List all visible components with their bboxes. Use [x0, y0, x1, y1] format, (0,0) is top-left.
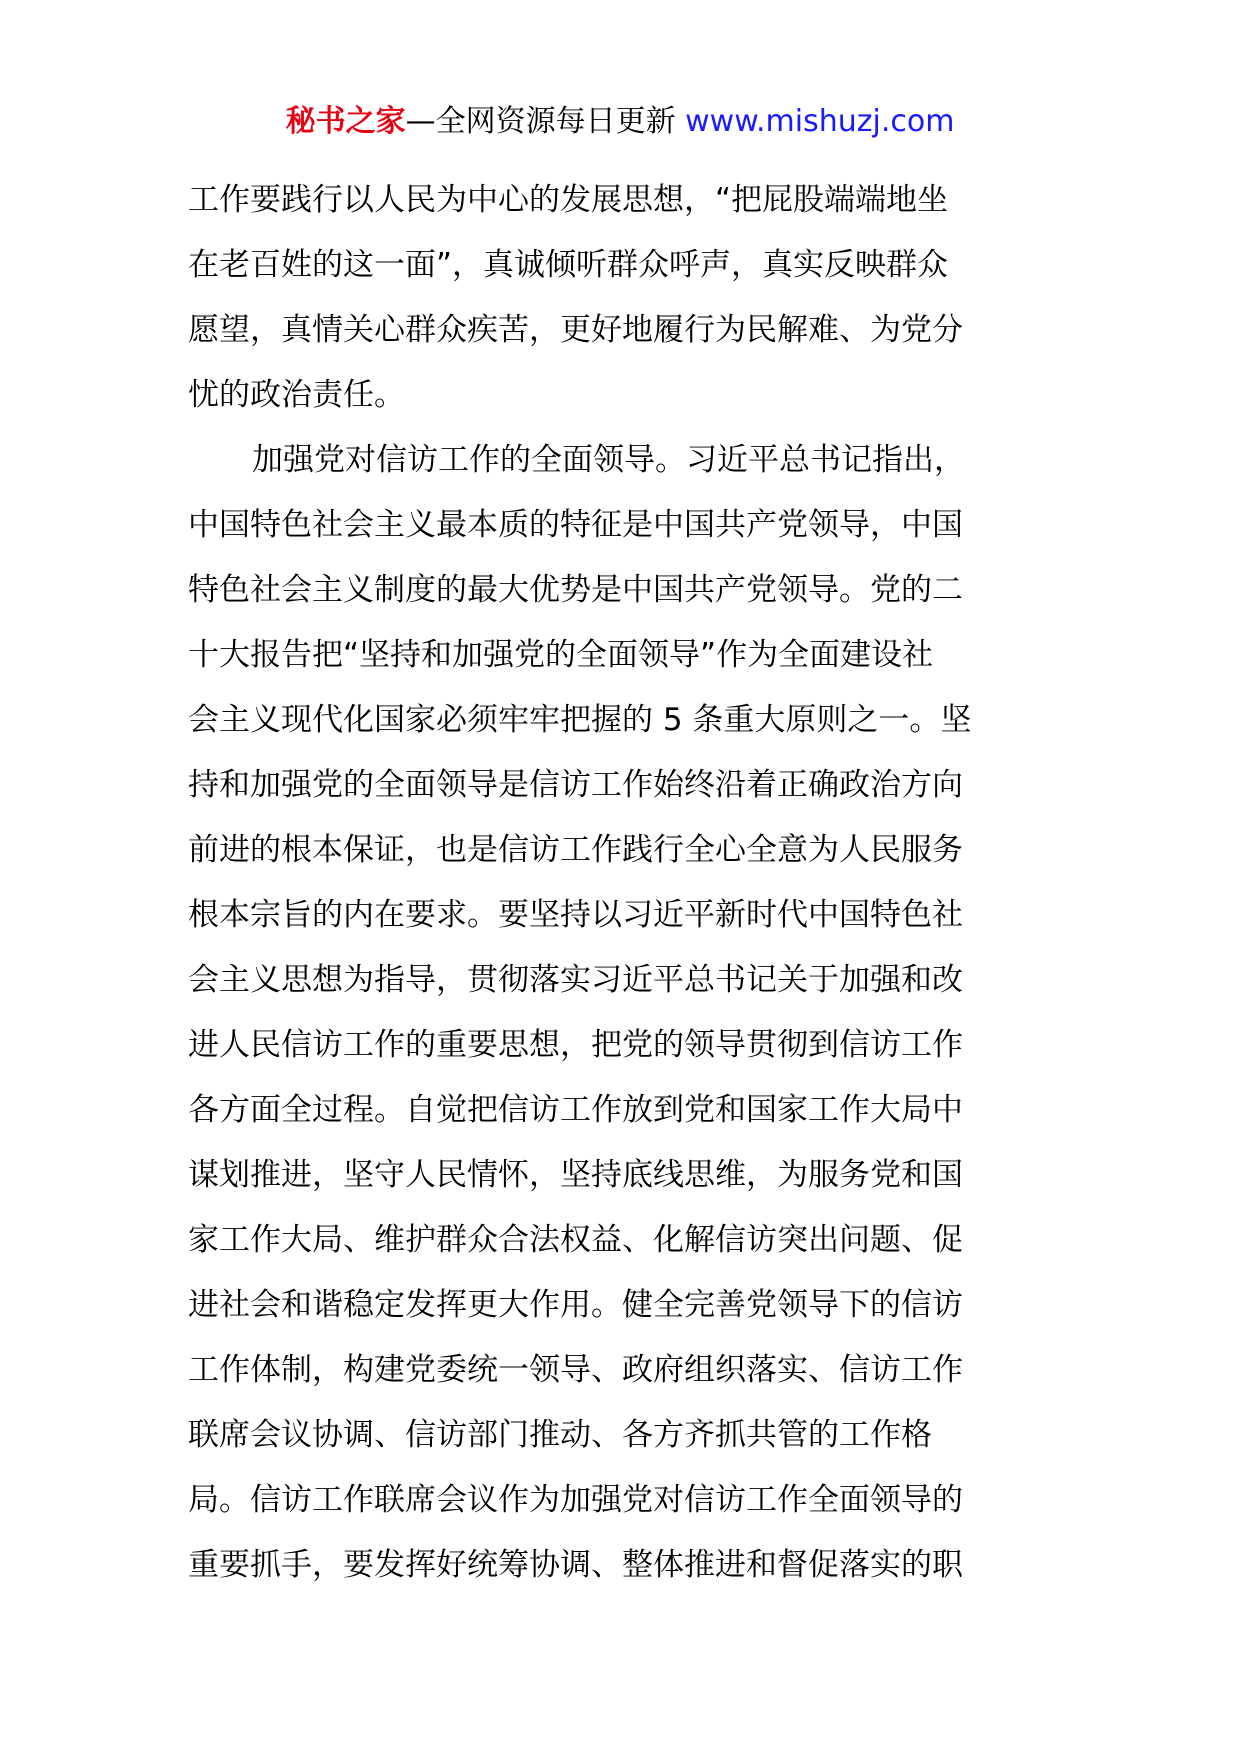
text-line: 十大报告把“坚持和加强党的全面领导”作为全面建设社 — [188, 637, 934, 673]
text-line: 在老百姓的这一面”，真诚倾听群众呼声，真实反映群众 — [188, 247, 949, 283]
text-line: 进人民信访工作的重要思想，把党的领导贯彻到信访工作 — [188, 1027, 963, 1063]
text-line: 特色社会主义制度的最大优势是中国共产党领导。党的二 — [188, 572, 963, 608]
text-line: 谋划推进，坚守人民情怀，坚持底线思维，为服务党和国 — [188, 1157, 963, 1193]
document-body — [188, 168, 1054, 1598]
paragraph-2 — [188, 428, 1054, 1598]
text-line: 会主义现代化国家必须牢牢把握的 5 条重大原则之一。坚 — [188, 702, 972, 738]
brand-name: 秘书之家 — [285, 104, 406, 139]
text-line: 持和加强党的全面领导是信访工作始终沿着正确政治方向 — [188, 767, 963, 803]
text-line: 前进的根本保证，也是信访工作践行全心全意为人民服务 — [188, 832, 963, 868]
text-line: 会主义思想为指导，贯彻落实习近平总书记关于加强和改 — [188, 962, 963, 998]
text-line: 根本宗旨的内在要求。要坚持以习近平新时代中国特色社 — [188, 897, 963, 933]
text-line: 各方面全过程。自觉把信访工作放到党和国家工作大局中 — [188, 1092, 963, 1128]
text-line: 进社会和谐稳定发挥更大作用。健全完善党领导下的信访 — [188, 1287, 963, 1323]
text-line: 重要抓手，要发挥好统筹协调、整体推进和督促落实的职 — [188, 1547, 963, 1583]
text-line: 中国特色社会主义最本质的特征是中国共产党领导，中国 — [188, 507, 963, 543]
text-line: 工作体制，构建党委统一领导、政府组织落实、信访工作 — [188, 1352, 963, 1388]
text-line: 工作要践行以人民为中心的发展思想，“把屁股端端地坐 — [188, 182, 949, 218]
site-url-link[interactable]: www.mishuzj.com — [685, 104, 955, 139]
text-line: 局。信访工作联席会议作为加强党对信访工作全面领导的 — [188, 1482, 963, 1518]
header-tagline: —全网资源每日更新 — [405, 104, 676, 139]
text-line: 愿望，真情关心群众疾苦，更好地履行为民解难、为党分 — [188, 312, 963, 348]
paragraph-1 — [188, 168, 1054, 428]
text-line: 联席会议协调、信访部门推动、各方齐抓共管的工作格 — [188, 1417, 932, 1453]
text-line: 加强党对信访工作的全面领导。习近平总书记指出， — [252, 442, 965, 478]
text-line: 忧的政治责任。 — [188, 377, 405, 413]
page-header — [0, 102, 1240, 142]
text-line: 家工作大局、维护群众合法权益、化解信访突出问题、促 — [188, 1222, 963, 1258]
